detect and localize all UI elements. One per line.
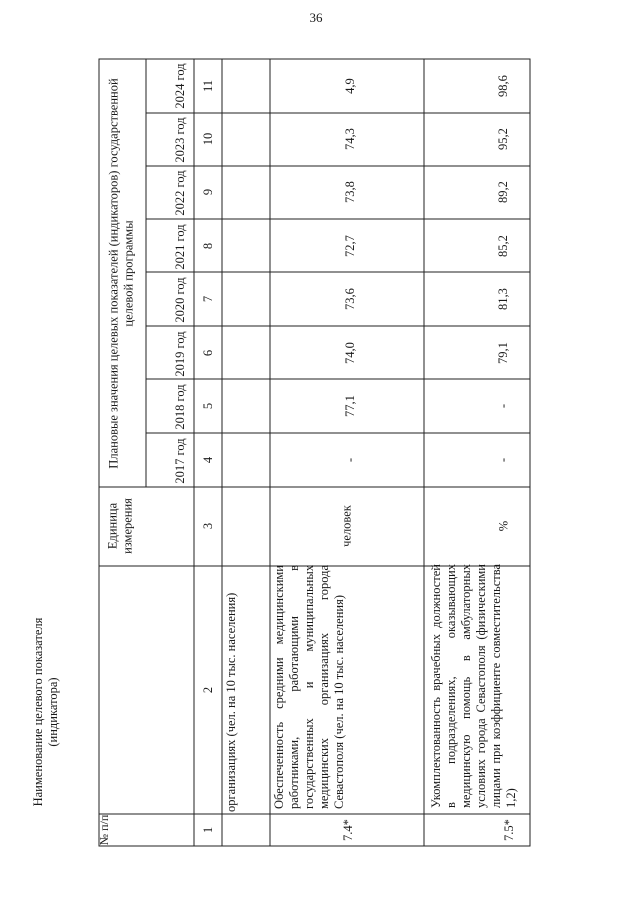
row-1-val-2018: 77,1 [342,395,357,417]
header-unit: Единица измерения [105,498,135,554]
row-2-val-2021: 85,2 [495,235,510,257]
col-number-8: 8 [200,242,215,250]
col-number-5: 5 [200,402,215,410]
col-number-2: 2 [200,686,215,694]
row-1-val-2024: 4,9 [342,78,357,94]
row-2-val-2024: 98,6 [495,75,510,97]
col-number-4: 4 [200,456,215,464]
year-2024: 2024 год [172,63,187,109]
row-1-val-2020: 73,6 [342,288,357,310]
col-number-3: 3 [200,522,215,530]
header-plan: Плановые значения целевых показателей (индикаторов) государственной целевой программы [106,78,135,469]
year-2019: 2019 год [172,331,187,377]
year-2021: 2021 год [172,224,187,270]
row-1-val-2017: - [342,457,357,463]
row-1-unit: человек [339,505,353,547]
row-2-val-2022: 89,2 [495,181,510,203]
row-0-name: организациях (чел. на 10 тыс. населения) [224,592,238,812]
row-1-val-2021: 72,7 [342,235,357,257]
row-1-val-2023: 74,3 [342,128,357,150]
row-1-val-2022: 73,8 [342,181,357,203]
row-2-num: 7.5* [501,819,516,841]
row-1-name: Обеспеченность средними медицинскими работниками, работающими в государственных и муниципальных медицинских организациях города Севастополя (чел. на 10 тыс. населения) [272,565,346,809]
row-2-unit: % [496,520,510,532]
col-number-7: 7 [200,295,215,303]
header-name: Наименование целевого показателя (индикатора) [31,617,60,807]
year-2022: 2022 год [172,170,187,216]
row-2-val-2018: - [495,403,510,409]
col-number-11: 11 [200,79,215,93]
row-2-name: Укомплектованность врачебных должностей в подразделениях, оказывающих медицинскую помощь в амбулаторных условиях города Севастополя (физическими лицами при коэффициенте совместительства 1,2) [429,564,518,808]
year-2020: 2020 год [172,277,187,323]
year-2018: 2018 год [172,384,187,430]
col-number-6: 6 [200,349,215,357]
col-number-10: 10 [200,132,215,146]
col-number-1: 1 [200,826,215,834]
row-1-val-2019: 74,0 [342,342,357,364]
year-2017: 2017 год [172,438,187,484]
page-number: 36 [309,10,323,25]
row-2-val-2023: 95,2 [495,128,510,150]
col-number-9: 9 [200,188,215,196]
row-2-val-2017: - [495,457,510,463]
header-num: № п/п [96,814,111,846]
row-2-val-2020: 81,3 [495,288,510,310]
row-2-val-2019: 79,1 [495,342,510,364]
row-1-num: 7.4* [340,819,355,841]
year-2023: 2023 год [172,117,187,163]
